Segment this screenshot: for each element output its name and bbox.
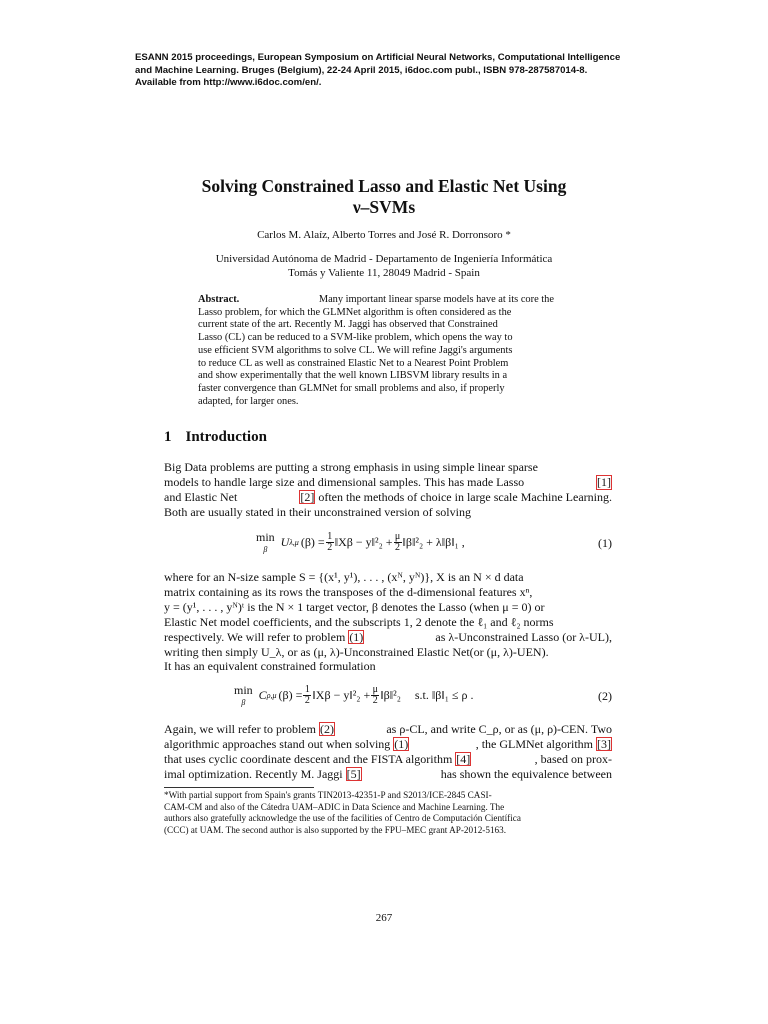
- equation-number: (2): [598, 689, 612, 703]
- footnote-line: authors also gratefully acknowledge the use of the facilities of Centro de Computación Científica: [164, 813, 521, 824]
- text-segment: Again, we will refer to problem: [164, 722, 319, 736]
- header-line: and Machine Learning. Bruges (Belgium), 22-24 April 2015, i6doc.com publ., ISBN 978-287587014-8.: [135, 64, 588, 76]
- text-line: Big Data problems are putting a strong emphasis in using simple linear sparse: [164, 460, 538, 474]
- text-segment: as λ-Unconstrained Lasso (or λ-UL),: [435, 629, 612, 644]
- function-symbol: C: [258, 687, 267, 702]
- text-segment: often the methods of choice in large scale Machine Learning.: [315, 489, 612, 504]
- term: ‖β‖²₂ + λ‖β‖₁ ,: [402, 534, 465, 549]
- text-segment: and Elastic Net: [164, 489, 238, 504]
- text-line: [164, 722, 612, 737]
- section-title: Introduction: [185, 429, 267, 445]
- text-line: [164, 737, 612, 752]
- intro-paragraph-2: [164, 570, 612, 674]
- fraction: [326, 532, 334, 553]
- text-line: Both are usually stated in their unconstrained version of solving: [164, 504, 471, 519]
- citation-link[interactable]: [4]: [456, 751, 471, 766]
- footnote-line: (CCC) at UAM. The second author is also supported by the FPU–MEC grant AP-2012-5163.: [164, 824, 507, 835]
- equation-reference-link[interactable]: (1): [394, 736, 409, 751]
- citation-link[interactable]: [1]: [597, 474, 611, 489]
- section-heading: [164, 429, 267, 446]
- argument: (β) =: [300, 534, 325, 549]
- equation-2: [164, 683, 612, 713]
- abstract-text: Many important linear sparse models have at its core the: [318, 294, 554, 305]
- equation-reference-link[interactable]: (2): [319, 722, 334, 736]
- abstract-line: [198, 294, 554, 307]
- numerator: 1: [304, 683, 310, 695]
- text-line: [164, 630, 612, 645]
- header-line: Available from http://www.i6doc.com/en/.: [135, 77, 322, 88]
- intro-paragraph-3: [164, 722, 612, 782]
- constraint: s.t. ‖β‖₁ ≤ ρ .: [414, 687, 474, 702]
- abstract-line: Lasso problem, for which the GLMNet algorithm is often considered as the: [198, 306, 512, 318]
- affiliation-line: Universidad Autónoma de Madrid - Departamento de Ingeniería Informática: [215, 253, 553, 265]
- equation-number: (1): [598, 536, 612, 550]
- denominator: 2: [304, 694, 310, 706]
- text-segment: has shown the equivalence between: [440, 766, 612, 781]
- function-subscript: λ,μ: [289, 537, 299, 547]
- text-segment: that uses cyclic coordinate descent and the FISTA algorithm: [164, 751, 456, 766]
- footnote-divider: [164, 787, 314, 788]
- denominator: 2: [395, 541, 401, 553]
- abstract-line: Lasso (CL) can be reduced to a SVM-like problem, which opens the way to: [198, 332, 513, 344]
- text-line: [164, 490, 612, 505]
- fraction: [371, 685, 379, 706]
- text-segment: respectively. We will refer to problem: [164, 629, 349, 644]
- text-segment: , the GLMNet algorithm: [475, 736, 596, 751]
- min-subscript: β: [263, 545, 268, 554]
- text-line: It has an equivalent constrained formulation: [164, 659, 376, 674]
- abstract-label: Abstract.: [198, 294, 240, 305]
- text-line: y = (y¹, . . . , yᴺ)ᵗ is the N × 1 target vector, β denotes the Lasso (when μ = 0) or: [164, 599, 545, 614]
- authors: Carlos M. Alaíz, Alberto Torres and José R. Dorronsoro *: [257, 229, 511, 241]
- abstract-line: adapted, for larger ones.: [198, 395, 299, 407]
- affiliation: [0, 252, 768, 280]
- fraction: [394, 532, 402, 553]
- numerator: 1: [327, 530, 333, 542]
- title-line: ν–SVMs: [352, 197, 416, 217]
- text-segment: , based on prox-: [534, 751, 612, 766]
- text-line: Elastic Net model coefficients, and the subscripts 1, 2 denote the ℓ₁ and ℓ₂ norms: [164, 614, 554, 629]
- affiliation-line: Tomás y Valiente 11, 28049 Madrid - Spain: [288, 267, 480, 279]
- denominator: 2: [372, 694, 378, 706]
- term: ‖Xβ − y‖²₂ +: [312, 687, 371, 702]
- text-segment: as ρ-CL, and write C_ρ, or as (μ, ρ)-CEN. Two: [386, 722, 612, 736]
- term: ‖β‖²₂: [380, 687, 401, 702]
- abstract: [198, 294, 554, 408]
- text-line: [164, 767, 612, 782]
- text-segment: algorithmic approaches stand out when solving: [164, 736, 394, 751]
- min-operator: [234, 683, 253, 707]
- fraction: [303, 685, 311, 706]
- numerator: μ: [372, 683, 378, 695]
- text-line: [164, 752, 612, 767]
- abstract-line: current state of the art. Recently M. Jaggi has observed that Constrained: [198, 319, 498, 331]
- min-subscript: β: [241, 698, 246, 707]
- abstract-line: faster convergence than GLMNet for small problems and also, if properly: [198, 382, 505, 394]
- footnote: [164, 790, 612, 836]
- text-segment: models to handle large size and dimensional samples. This has made Lasso: [164, 474, 525, 489]
- equation-1: [164, 530, 612, 560]
- argument: (β) =: [278, 687, 303, 702]
- proceedings-header: [135, 52, 621, 90]
- page-number: 267: [375, 912, 393, 924]
- intro-paragraph-1: [164, 460, 612, 520]
- abstract-line: use efficient SVM algorithms to solve CL. We will refine Jaggi's arguments: [198, 344, 513, 356]
- min-label: min: [234, 683, 253, 697]
- equation-body: [256, 530, 465, 554]
- abstract-line: to reduce CL as well as constrained Elastic Net to a Nearest Point Problem: [198, 357, 509, 369]
- footnote-line: *With partial support from Spain's grants TIN2013-42351-P and S2013/ICE-2845 CASI-: [164, 790, 492, 800]
- min-label: min: [256, 530, 275, 544]
- paper-title: [0, 176, 768, 218]
- equation-body: [234, 683, 473, 707]
- citation-link[interactable]: [5]: [346, 766, 361, 781]
- text-line: writing then simply U_λ, or as (μ, λ)-Unconstrained Elastic Net(or (μ, λ)-UEN).: [164, 644, 549, 659]
- citation-link[interactable]: [3]: [597, 736, 611, 751]
- footnote-line: CAM-CM and also of the Cátedra UAM–ADIC in Data Science and Machine Learning. The: [164, 801, 505, 812]
- numerator: μ: [394, 530, 401, 542]
- min-operator: [256, 530, 275, 554]
- equation-reference-link[interactable]: (1): [349, 629, 364, 644]
- header-line: ESANN 2015 proceedings, European Symposium on Artificial Neural Networks, Computational Intelligence: [135, 52, 621, 63]
- text-line: where for an N-size sample S = {(x¹, y¹), . . . , (xᴺ, yᴺ)}, X is an N × d data: [164, 570, 524, 584]
- denominator: 2: [327, 541, 333, 553]
- abstract-line: and show experimentally that the well known LIBSVM library results in a: [198, 370, 508, 382]
- function-subscript: ρ,μ: [266, 690, 277, 700]
- term: ‖Xβ − y‖²₂ +: [334, 534, 393, 549]
- text-line: [164, 475, 612, 490]
- citation-link[interactable]: [2]: [300, 489, 315, 504]
- section-number: 1: [164, 429, 172, 445]
- function-symbol: U: [280, 534, 290, 549]
- title-line: Solving Constrained Lasso and Elastic Net Using: [201, 176, 567, 196]
- text-line: matrix containing as its rows the transposes of the d-dimensional features xⁿ,: [164, 584, 533, 599]
- text-segment: imal optimization. Recently M. Jaggi: [164, 766, 346, 781]
